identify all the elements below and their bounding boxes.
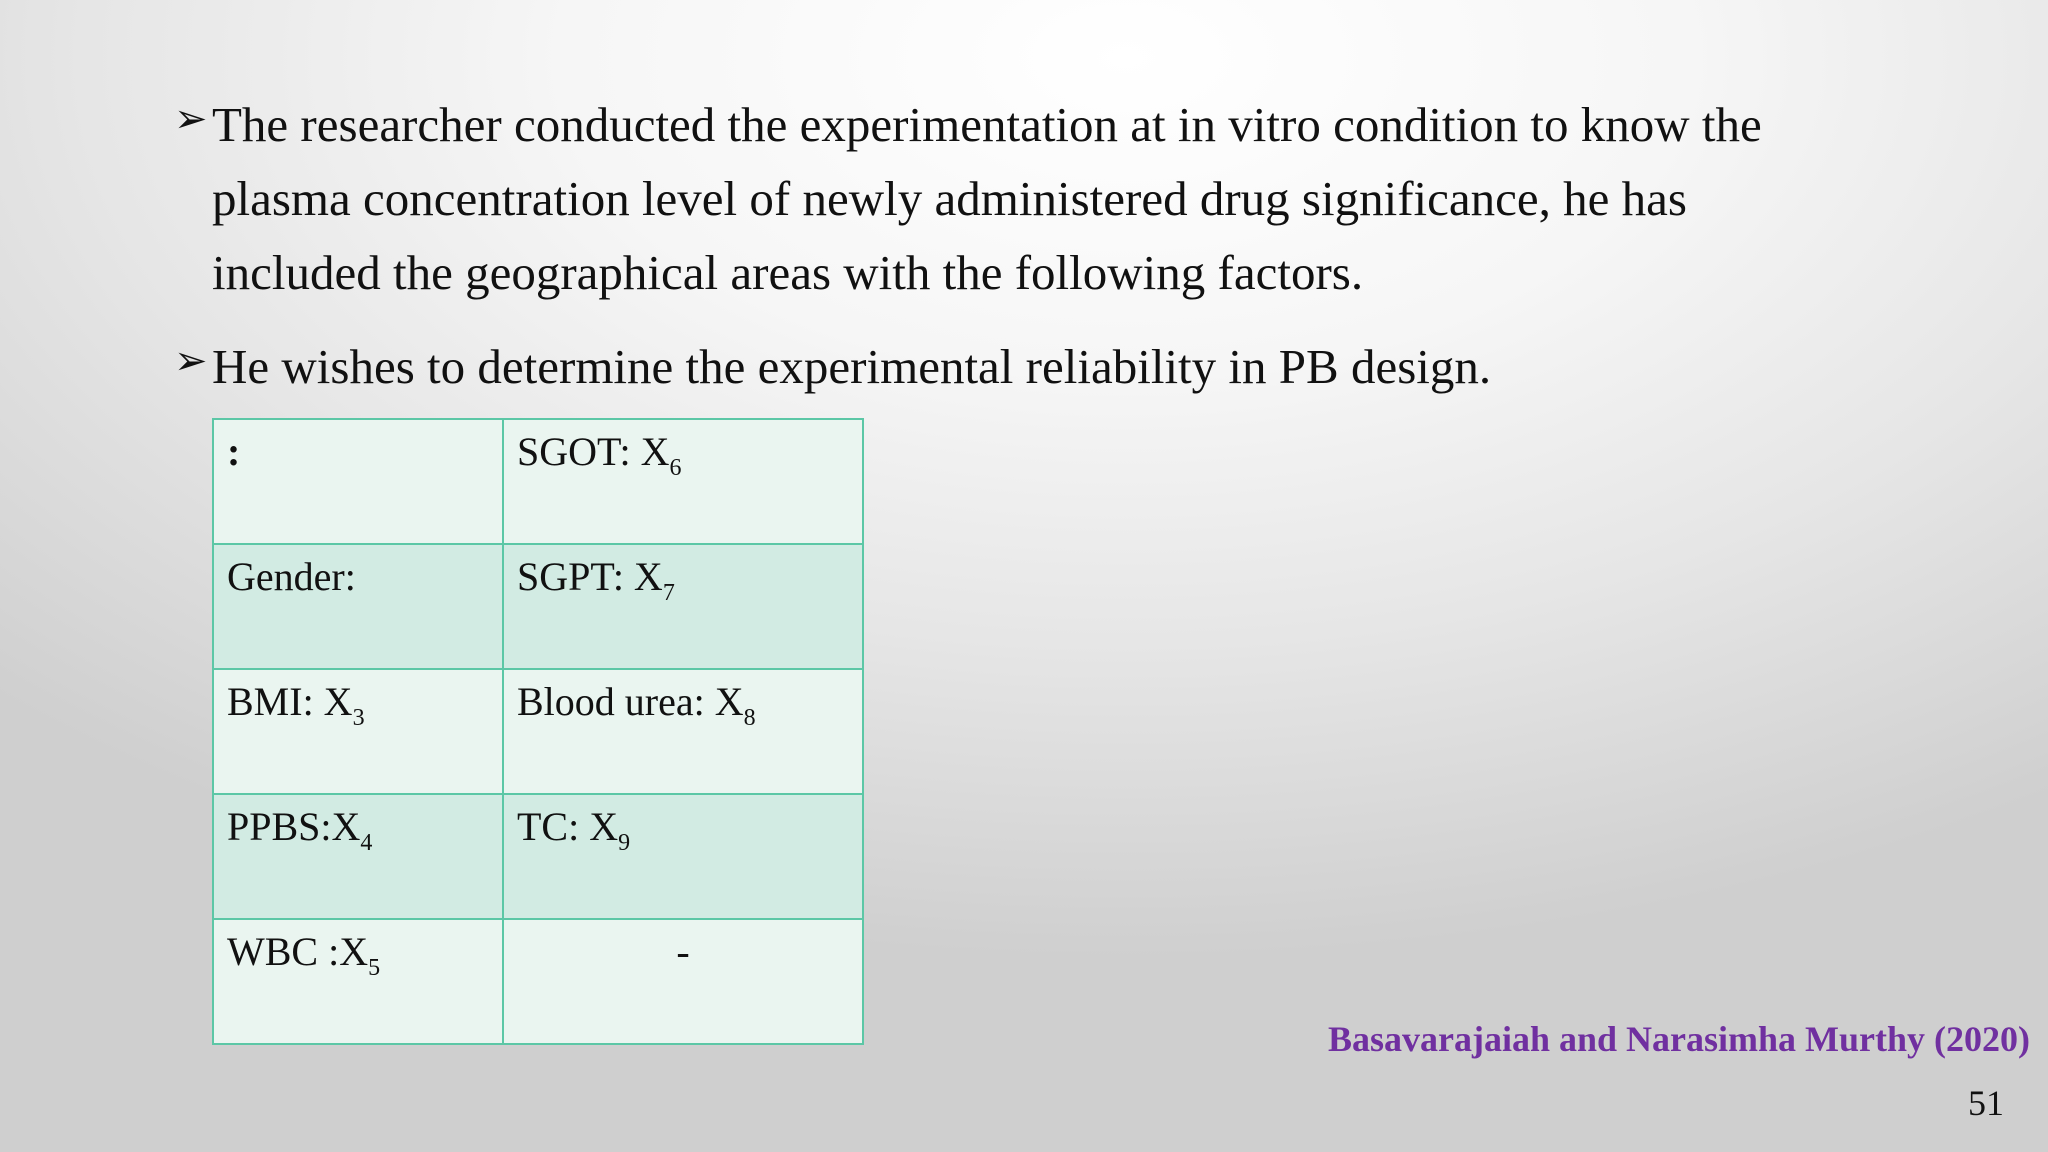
table-cell — [503, 919, 863, 1044]
cell-subscript: 4 — [360, 830, 373, 856]
table-cell — [213, 544, 503, 669]
cell-subscript: 5 — [368, 955, 381, 981]
cell-subscript: 7 — [662, 580, 675, 606]
cell-subscript: 3 — [352, 705, 365, 731]
cell-label: - — [676, 929, 690, 974]
table-cell — [503, 544, 863, 669]
table-cell — [213, 919, 503, 1044]
cell-label: WBC :X — [227, 929, 369, 974]
cell-subscript: 6 — [669, 455, 682, 481]
cell-label: : — [227, 429, 241, 474]
bullet-2 — [174, 330, 1894, 404]
cell-subscript: 8 — [743, 705, 756, 731]
arrow-bullet-icon: ➢ — [174, 96, 208, 142]
cell-label: SGOT: X — [517, 429, 670, 474]
cell-label: PPBS:X — [227, 804, 361, 849]
factors-table — [212, 418, 864, 1045]
bullet-1-text: The researcher conducted the experimentation at in vitro condition to know the plasma concentration level of newly administered drug significance, he has included the geographical areas with the following factors. — [212, 97, 1762, 300]
citation: Basavarajaiah and Narasimha Murthy (2020) — [1327, 1019, 2030, 1059]
bullet-2-text: He wishes to determine the experimental reliability in PB design. — [212, 339, 1492, 394]
page-number: 51 — [1968, 1083, 2004, 1123]
table-row — [213, 794, 863, 919]
cell-label: SGPT: X — [517, 554, 663, 599]
cell-label: TC: X — [517, 804, 619, 849]
table-cell — [503, 669, 863, 794]
table-cell — [503, 419, 863, 544]
cell-label: Gender: — [227, 554, 356, 599]
table-cell — [503, 794, 863, 919]
table-cell — [213, 794, 503, 919]
table-row — [213, 419, 863, 544]
table-row — [213, 544, 863, 669]
table-row — [213, 669, 863, 794]
arrow-bullet-icon: ➢ — [174, 338, 208, 384]
cell-label: BMI: X — [227, 679, 353, 724]
table-cell — [213, 419, 503, 544]
cell-subscript: 9 — [618, 830, 631, 856]
table-row — [213, 919, 863, 1044]
table-cell — [213, 669, 503, 794]
cell-label: Blood urea: X — [517, 679, 744, 724]
bullet-1 — [174, 88, 1894, 310]
